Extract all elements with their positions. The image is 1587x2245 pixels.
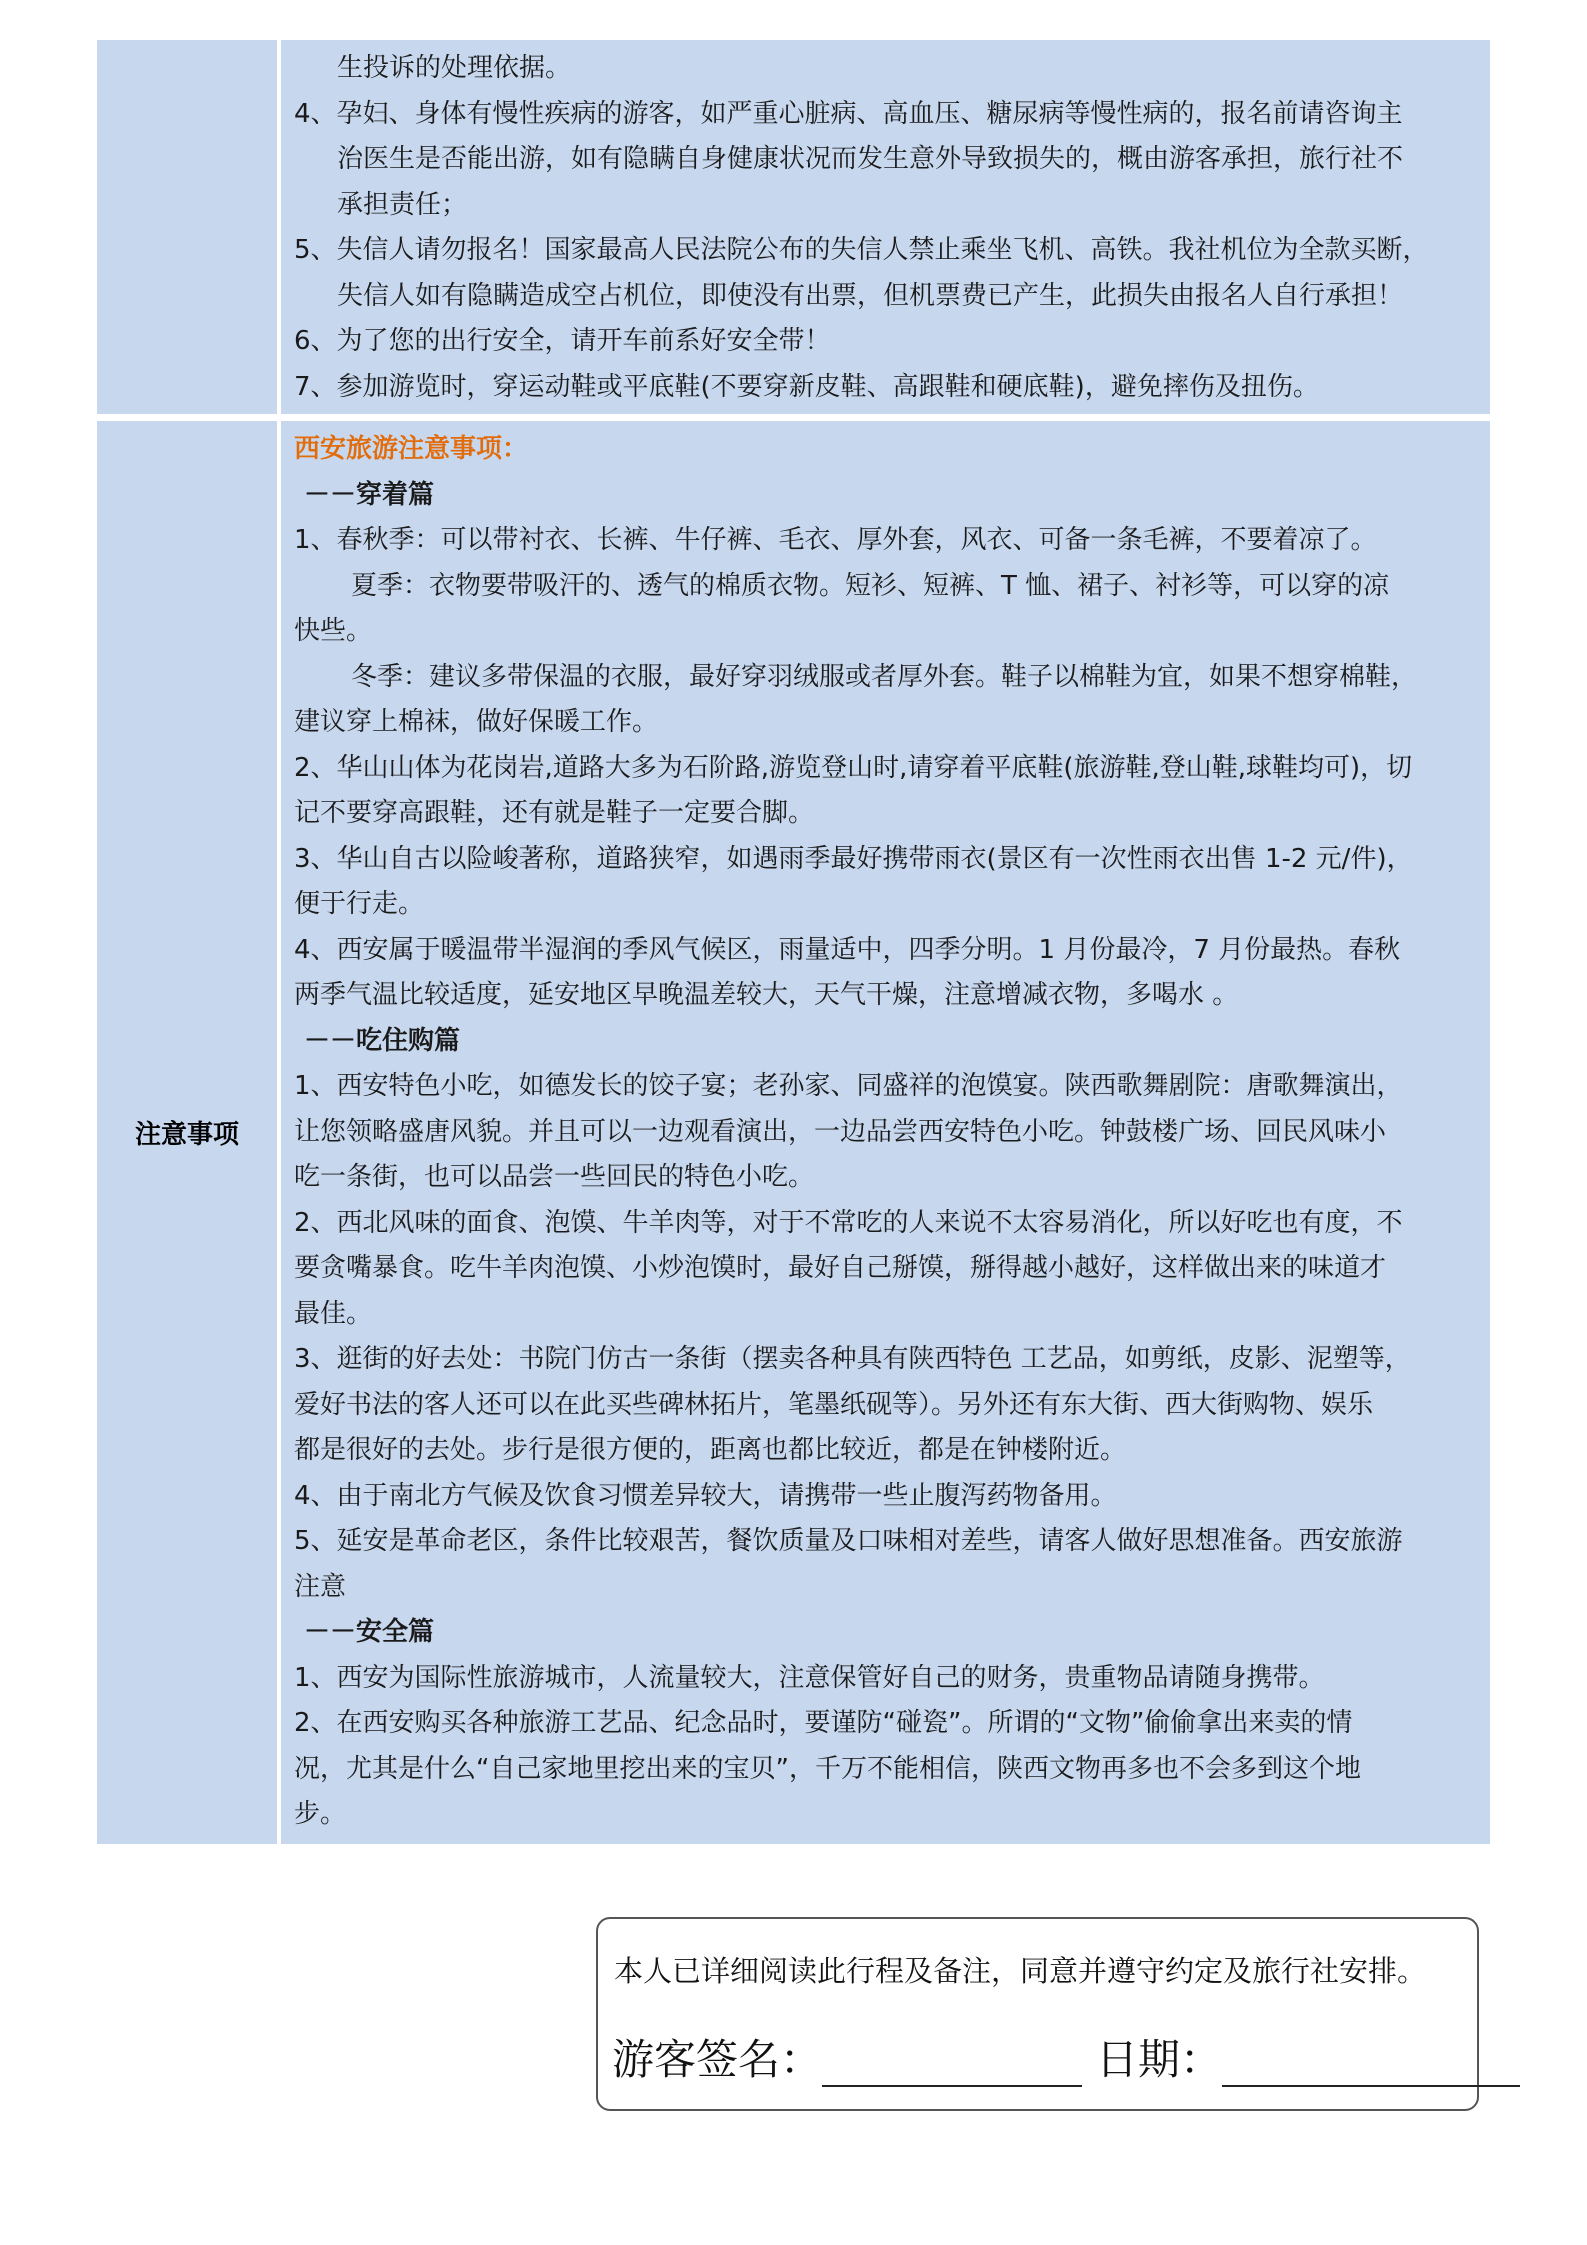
note-line: 4、由于南北方气候及饮食习惯差异较大，请携带一些止腹泻药物备用。 bbox=[294, 1480, 1117, 1511]
row-label-empty bbox=[97, 40, 277, 414]
signature-box bbox=[596, 1917, 1479, 2111]
note-line: 步。 bbox=[294, 1799, 347, 1829]
note-line: 吃一条街，也可以品尝一些回民的特色小吃。 bbox=[294, 1162, 815, 1192]
subsection-heading-food: －－吃住购篇 bbox=[304, 1025, 461, 1056]
note-line: 要贪嘴暴食。吃牛羊肉泡馍、小炒泡馍时，最好自己掰馍，掰得越小越好，这样做出来的味道才 bbox=[294, 1253, 1387, 1283]
note-line: 最佳。 bbox=[294, 1298, 373, 1329]
note-line: 失信人如有隐瞒造成空占机位，即使没有出票，但机票费已产生，此损失由报名人自行承担！ bbox=[337, 280, 1404, 311]
note-line: 5、延安是革命老区，条件比较艰苦，餐饮质量及口味相对差些，请客人做好思想准备。西安旅游 bbox=[294, 1526, 1403, 1556]
row-label-notes: 注意事项 bbox=[97, 421, 277, 1844]
tourist-signature-label: 游客签名： bbox=[612, 2035, 823, 2084]
xian-notes-content bbox=[281, 421, 1490, 1844]
note-line: 建议穿上棉袜，做好保暖工作。 bbox=[294, 707, 659, 737]
date-label: 日期： bbox=[1096, 2035, 1223, 2084]
note-line: 2、华山山体为花岗岩,道路大多为石阶路,游览登山时,请穿着平底鞋(旅游鞋,登山鞋,球鞋均可)，切 bbox=[294, 752, 1413, 783]
note-line: 让您领略盛唐风貌。并且可以一边观看演出，一边品尝西安特色小吃。钟鼓楼广场、回民风味小 bbox=[294, 1116, 1387, 1147]
note-line: 4、孕妇、身体有慢性疾病的游客，如严重心脏病、高血压、糖尿病等慢性病的，报名前请咨询主 bbox=[294, 98, 1403, 129]
note-line: 1、西安为国际性旅游城市，人流量较大，注意保管好自己的财务，贵重物品请随身携带。 bbox=[294, 1662, 1325, 1693]
subsection-heading-wear: －－穿着篇 bbox=[304, 479, 435, 510]
note-line: 况，尤其是什么“自己家地里挖出来的宝贝”，千万不能相信，陕西文物再多也不会多到这个地 bbox=[294, 1753, 1361, 1784]
note-line: 生投诉的处理依据。 bbox=[337, 53, 572, 83]
note-line: 两季气温比较适度，延安地区早晚温差较大，天气干燥，注意增减衣物，多喝水 。 bbox=[294, 980, 1239, 1010]
tourist-signature-field[interactable] bbox=[822, 2047, 1082, 2087]
notes-table bbox=[97, 40, 1490, 1844]
table-row-previous-notes bbox=[97, 40, 1490, 414]
note-line: 1、西安特色小吃，如德发长的饺子宴；老孙家、同盛祥的泡馍宴。陕西歌舞剧院：唐歌舞演出， bbox=[294, 1071, 1403, 1101]
note-line: 2、西北风味的面食、泡馍、牛羊肉等，对于不常吃的人来说不太容易消化，所以好吃也有度，不 bbox=[294, 1207, 1403, 1238]
note-line: 冬季：建议多带保温的衣服，最好穿羽绒服或者厚外套。鞋子以棉鞋为宜，如果不想穿棉鞋， bbox=[351, 661, 1418, 692]
note-line: 承担责任； bbox=[337, 189, 468, 220]
note-line: 治医生是否能出游，如有隐瞒自身健康状况而发生意外导致损失的，概由游客承担，旅行社不 bbox=[337, 144, 1404, 174]
note-line: 4、西安属于暖温带半湿润的季风气候区，雨量适中，四季分明。1 月份最冷，7 月份最热。春秋 bbox=[294, 934, 1401, 965]
previous-notes-content bbox=[281, 40, 1490, 414]
note-line: 1、春秋季：可以带衬衣、长裤、牛仔裤、毛衣、厚外套，风衣、可备一条毛裤，不要着凉了。 bbox=[294, 525, 1377, 555]
note-line: 7、参加游览时，穿运动鞋或平底鞋(不要穿新皮鞋、高跟鞋和硬底鞋)，避免摔伤及扭伤。 bbox=[294, 371, 1319, 402]
agreement-statement: 本人已详细阅读此行程及备注，同意并遵守约定及旅行社安排。 bbox=[614, 1954, 1427, 1988]
note-line: 5、失信人请勿报名！国家最高人民法院公布的失信人禁止乘坐飞机、高铁。我社机位为全款买断， bbox=[294, 235, 1429, 265]
note-line: 3、华山自古以险峻著称，道路狭窄，如遇雨季最好携带雨衣(景区有一次性雨衣出售 1-2 元/件)， bbox=[294, 843, 1413, 874]
note-line: 3、逛街的好去处：书院门仿古一条街（摆卖各种具有陕西特色 工艺品，如剪纸，皮影、泥塑等， bbox=[294, 1344, 1411, 1374]
note-line: 记不要穿高跟鞋，还有就是鞋子一定要合脚。 bbox=[294, 798, 815, 828]
note-line: 便于行走。 bbox=[294, 889, 425, 919]
note-line: 快些。 bbox=[294, 616, 373, 646]
note-line: 夏季：衣物要带吸汗的、透气的棉质衣物。短衫、短裤、T 恤、裙子、衬衫等，可以穿的凉 bbox=[351, 570, 1390, 601]
note-line: 爱好书法的客人还可以在此买些碑林拓片，笔墨纸砚等）。另外还有东大街、西大街购物、娱乐 bbox=[294, 1389, 1374, 1420]
note-line: 2、在西安购买各种旅游工艺品、纪念品时，要谨防“碰瓷”。所谓的“文物”偷偷拿出来卖的情 bbox=[294, 1708, 1353, 1738]
signature-line bbox=[612, 2027, 1520, 2087]
note-line: 6、为了您的出行安全，请开车前系好安全带！ bbox=[294, 326, 831, 356]
subsection-heading-safety: －－安全篇 bbox=[304, 1617, 435, 1647]
section-title: 西安旅游注意事项： bbox=[294, 434, 529, 464]
note-line: 注意 bbox=[294, 1571, 347, 1602]
table-row-notes bbox=[97, 421, 1490, 1844]
date-field[interactable] bbox=[1222, 2047, 1520, 2087]
note-line: 都是很好的去处。步行是很方便的，距离也都比较近，都是在钟楼附近。 bbox=[294, 1435, 1127, 1465]
